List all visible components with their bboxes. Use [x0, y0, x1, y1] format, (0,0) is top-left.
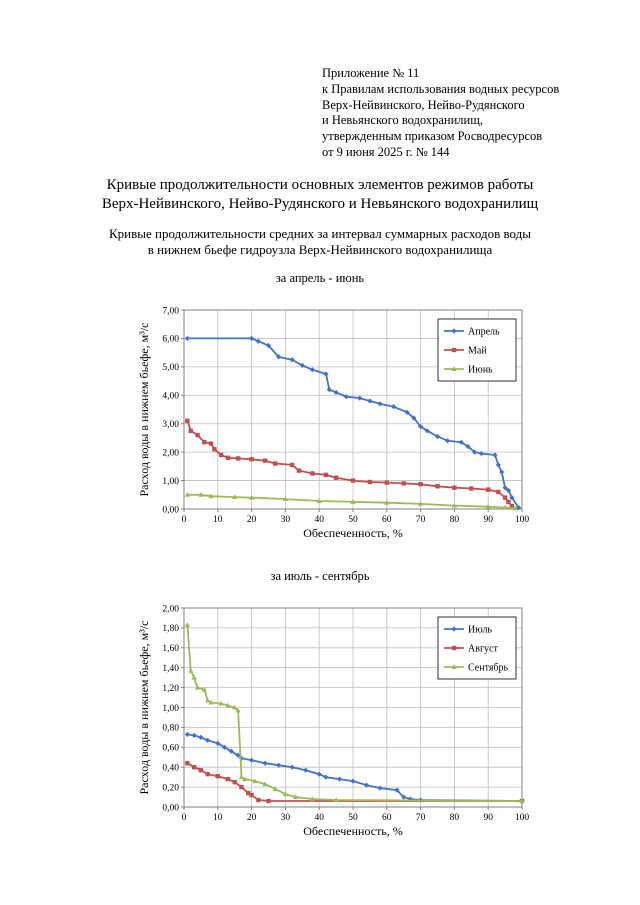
data-point — [219, 453, 223, 457]
data-point — [496, 490, 500, 494]
data-point — [310, 471, 314, 475]
document-title — [60, 176, 580, 214]
data-point — [503, 495, 507, 499]
x-tick-label: 90 — [483, 813, 493, 823]
x-tick-label: 80 — [449, 515, 460, 525]
data-point — [249, 457, 253, 461]
subtitle-line-1: Кривые продолжительности средних за интервал суммарных расходов воды — [108, 226, 532, 241]
y-tick-label: 0,60 — [162, 743, 179, 754]
y-axis-label: Расход воды в нижнем бьефе, м³/с — [137, 620, 151, 795]
legend-swatch-marker — [452, 646, 456, 650]
data-point — [249, 793, 253, 797]
x-tick-label: 80 — [449, 813, 460, 823]
x-tick-label: 20 — [246, 813, 257, 823]
data-point — [226, 456, 230, 460]
data-point — [486, 487, 490, 491]
data-point — [266, 799, 270, 803]
x-tick-label: 50 — [348, 515, 358, 525]
data-point — [195, 433, 199, 437]
legend-label: Июль — [468, 624, 492, 636]
chart-2-title: за июль - сентябрь — [270, 569, 370, 583]
data-point — [189, 429, 193, 433]
data-point — [385, 480, 389, 484]
data-point — [192, 765, 196, 769]
appendix-line: утвержденным приказом Росводресурсов — [322, 129, 543, 144]
x-tick-label: 40 — [314, 515, 324, 525]
data-point — [239, 785, 243, 789]
x-tick-label: 60 — [382, 813, 392, 823]
y-tick-label: 7,00 — [162, 306, 179, 317]
x-tick-label: 90 — [483, 515, 493, 525]
chart-april-june — [0, 295, 640, 545]
x-tick-label: 30 — [280, 813, 291, 823]
data-point — [297, 468, 301, 472]
x-tick-label: 10 — [213, 813, 223, 823]
data-point — [351, 478, 355, 482]
legend — [438, 319, 516, 381]
y-tick-label: 4,00 — [162, 391, 179, 402]
y-tick-label: 0,80 — [162, 723, 179, 734]
y-tick-label: 1,00 — [162, 476, 179, 487]
y-tick-label: 1,60 — [162, 644, 179, 655]
data-point — [506, 500, 510, 504]
x-tick-label: 20 — [246, 515, 257, 525]
x-tick-label: 70 — [415, 813, 426, 823]
data-point — [273, 461, 277, 465]
appendix-line: Приложение № 11 — [322, 66, 420, 80]
legend-label: Июнь — [468, 364, 493, 376]
data-point — [236, 456, 240, 460]
data-point — [402, 481, 406, 485]
data-point — [226, 777, 230, 781]
x-tick-label: 40 — [314, 813, 324, 823]
appendix-line: от 9 июня 2025 г. № 144 — [322, 144, 450, 159]
appendix-line: к Правилам использования водных ресурсов — [322, 81, 560, 96]
legend-label: Сентябрь — [468, 662, 509, 674]
data-point — [324, 473, 328, 477]
y-tick-label: 0,40 — [162, 763, 179, 774]
data-point — [263, 458, 267, 462]
chart-july-september — [0, 593, 640, 843]
data-point — [368, 480, 372, 484]
data-point — [418, 482, 422, 486]
data-point — [185, 419, 189, 423]
data-point — [205, 772, 209, 776]
appendix-note — [322, 66, 622, 161]
appendix-line: и Невьянского водохранилищ, — [322, 113, 483, 128]
legend-swatch-marker — [452, 348, 456, 352]
y-tick-label: 1,20 — [162, 683, 179, 694]
y-tick-label: 1,00 — [162, 703, 179, 714]
y-tick-label: 0,00 — [162, 803, 179, 814]
x-tick-label: 100 — [514, 515, 530, 525]
data-point — [452, 485, 456, 489]
title-line-2: Верх-Нейвинского, Нейво-Рудянского и Невьянского водохранилищ — [101, 196, 539, 212]
y-tick-label: 1,40 — [162, 664, 179, 674]
data-point — [185, 761, 189, 765]
x-tick-label: 30 — [280, 515, 291, 525]
data-point — [256, 798, 260, 802]
x-tick-label: 50 — [348, 813, 358, 823]
data-point — [334, 476, 338, 480]
y-tick-label: 6,00 — [162, 334, 179, 345]
x-tick-label: 0 — [181, 515, 187, 525]
data-point — [212, 447, 216, 451]
data-point — [469, 486, 473, 490]
legend — [438, 617, 516, 679]
title-line-1: Кривые продолжительности основных элементов режимов работы — [106, 177, 534, 193]
data-point — [290, 463, 294, 467]
document-subtitle — [60, 226, 580, 258]
legend-label: Август — [468, 643, 498, 655]
legend-label: Апрель — [468, 326, 500, 338]
subtitle-line-2: в нижнем бьефе гидроузла Верх-Нейвинского водохранилища — [147, 242, 493, 257]
x-axis-label: Обеспеченность, % — [303, 824, 403, 838]
data-point — [202, 440, 206, 444]
y-tick-label: 0,20 — [162, 783, 179, 794]
x-axis-label: Обеспеченность, % — [303, 526, 403, 540]
y-tick-label: 3,00 — [162, 420, 179, 431]
x-tick-label: 70 — [415, 515, 426, 525]
data-point — [435, 484, 439, 488]
appendix-line: Верх-Нейвинского, Нейво-Рудянского — [322, 97, 525, 112]
x-tick-label: 100 — [514, 813, 530, 823]
data-point — [233, 780, 237, 784]
legend-label: Май — [468, 345, 487, 357]
y-tick-label: 5,00 — [162, 363, 179, 374]
x-tick-label: 10 — [213, 515, 223, 525]
y-axis-label: Расход воды в нижнем бьефе, м³/с — [137, 322, 151, 497]
y-tick-label: 0,00 — [162, 505, 179, 516]
data-point — [209, 441, 213, 445]
y-tick-label: 2,00 — [162, 448, 179, 459]
data-point — [216, 774, 220, 778]
x-tick-label: 60 — [382, 515, 392, 525]
chart-1-title: за апрель - июнь — [275, 271, 365, 285]
x-tick-label: 0 — [181, 813, 187, 823]
data-point — [199, 768, 203, 772]
y-tick-label: 1,80 — [162, 624, 179, 635]
y-tick-label: 2,00 — [162, 604, 179, 615]
